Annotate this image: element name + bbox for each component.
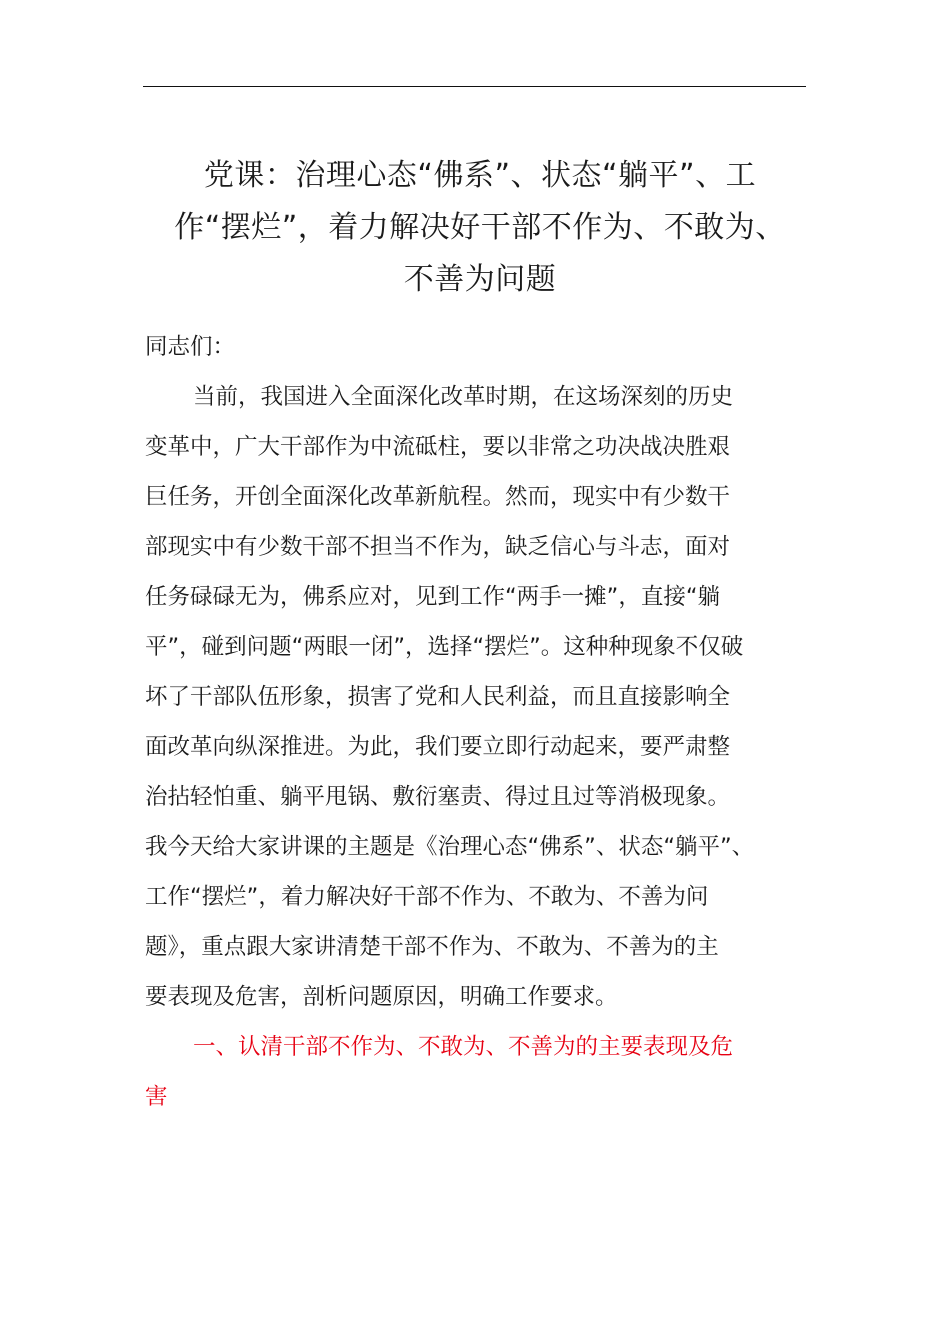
section-heading: 一、认清干部不作为、不敢为、不善为的主要表现及危 (193, 1034, 734, 1060)
paragraph-line: 面改革向纵深推进。为此，我们要立即行动起来，要严肃整 (145, 734, 731, 760)
document-body (145, 322, 815, 1122)
paragraph-line: 当前，我国进入全面深化改革时期，在这场深刻的历史 (193, 384, 734, 410)
paragraph-line: 部现实中有少数干部不担当不作为，缺乏信心与斗志，面对 (145, 534, 731, 560)
paragraph-line: 要表现及危害，剖析问题原因，明确工作要求。 (145, 984, 618, 1010)
title-line: 党课：治理心态“佛系”、状态“躺平”、工 (203, 158, 757, 193)
paragraph-line: 巨任务，开创全面深化改革新航程。然而，现实中有少数干 (145, 484, 731, 510)
paragraph-line: 我今天给大家讲课的主题是《治理心态“佛系”、状态“躺平”、 (145, 834, 755, 860)
paragraph-line: 任务碌碌无为，佛系应对，见到工作“两手一摊”，直接“躺 (145, 584, 720, 610)
title-line: 作“摆烂”，着力解决好干部不作为、不敢为、 (174, 210, 786, 245)
paragraph-line: 变革中，广大干部作为中流砥柱，要以非常之功决战决胜艰 (145, 434, 731, 460)
section-heading: 害 (145, 1084, 168, 1110)
paragraph-line: 治拈轻怕重、躺平甩锅、敷衍塞责、得过且过等消极现象。 (145, 784, 731, 810)
paragraph-line: 题》，重点跟大家讲清楚干部不作为、不敢为、不善为的主 (145, 934, 719, 960)
paragraph-line: 坏了干部队伍形象，损害了党和人民利益，而且直接影响全 (145, 684, 731, 710)
header-rule (143, 86, 806, 87)
document-title (140, 150, 820, 306)
paragraph-line: 平”，碰到问题“两眼一闭”，选择“摆烂”。这种种现象不仅破 (145, 634, 744, 660)
title-line: 不善为问题 (403, 262, 557, 297)
salutation: 同志们： (145, 334, 236, 360)
paragraph-line: 工作“摆烂”，着力解决好干部不作为、不敢为、不善为问 (145, 884, 709, 910)
